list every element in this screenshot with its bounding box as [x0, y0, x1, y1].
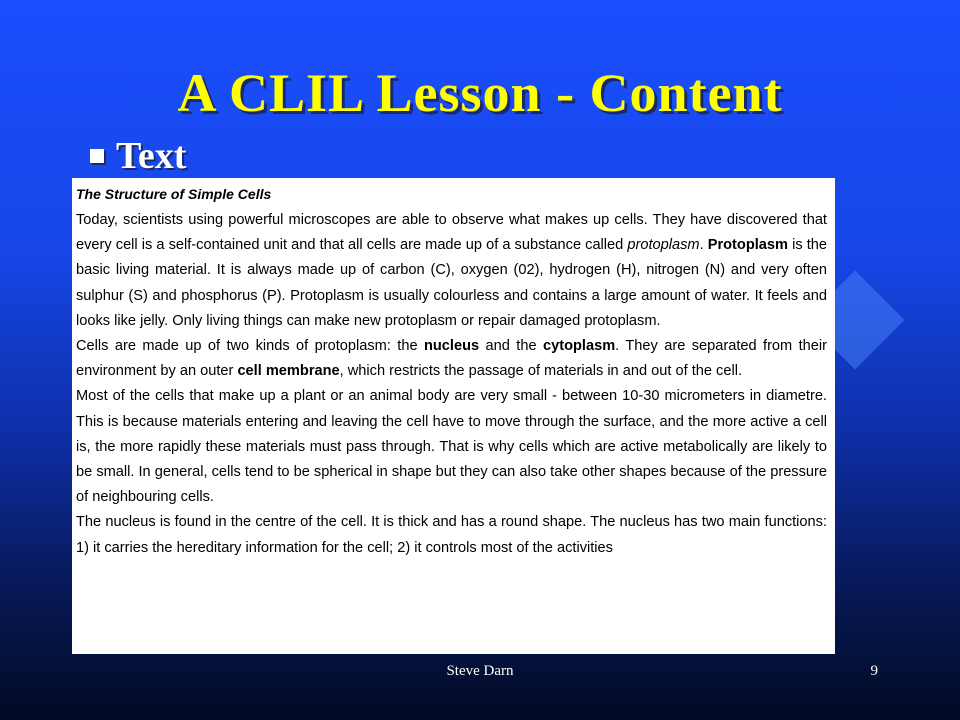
- footer-author: Steve Darn: [446, 663, 514, 679]
- bold-term: Protoplasm: [707, 237, 789, 254]
- italic-term: protoplasm: [627, 237, 700, 254]
- document-body: [76, 208, 827, 561]
- document-heading: The Structure of Simple Cells: [76, 186, 272, 202]
- document-paragraph: [76, 510, 827, 560]
- text-run: is the basic living material. It is always made up of carbon (C), oxygen (02), hydrogen (H), nitrogen (N) and very often sulphur (S) and phosphorus (P). Protoplasm is usually colourless and contains a large amount of water. It feels and looks like jelly. Only living things can make new protoplasm or repair damaged protoplasm.: [76, 237, 828, 329]
- slide-title: A CLIL Lesson - Content: [177, 63, 783, 123]
- slide-number: 9: [870, 663, 878, 679]
- bold-term: cytoplasm: [542, 338, 616, 355]
- text-run: , which restricts the passage of materials in and out of the cell.: [339, 363, 742, 380]
- document-image: [72, 178, 835, 654]
- text-run: .: [699, 237, 708, 254]
- bold-term: cell membrane: [237, 363, 340, 380]
- text-run: and the: [479, 338, 543, 355]
- square-bullet-icon: [90, 149, 104, 163]
- text-run: The nucleus is found in the centre of the cell. It is thick and has a round shape. The nucleus has two main functions: 1) it carries the hereditary information for the cell; 2) it controls most of the activities: [76, 514, 827, 556]
- bold-term: nucleus: [423, 338, 480, 355]
- bullet-label: Text: [116, 135, 187, 177]
- document-paragraph: [76, 334, 827, 384]
- document-paragraph: [76, 208, 827, 334]
- text-run: . They are separated from their environment by an outer: [76, 338, 828, 380]
- text-run: Most of the cells that make up a plant or an animal body are very small - between 10-30 micrometers in diametre. This is because materials entering and leaving the cell have to move through the surface, and the more active a cell is, the more rapidly these materials must pass through. That is why cells which are active metabolically are likely to be small. In general, cells tend to be spherical in shape but they can also take other shapes because of the pressure of neighbouring cells.: [76, 388, 827, 506]
- bullet-item: [90, 134, 186, 178]
- text-run: Today, scientists using powerful microscopes are able to observe what makes up cells. They have discovered that every cell is a self-contained unit and that all cells are made up of a substance called: [76, 212, 827, 254]
- document-paragraph: [76, 384, 827, 510]
- text-run: Cells are made up of two kinds of protoplasm: the: [76, 338, 424, 355]
